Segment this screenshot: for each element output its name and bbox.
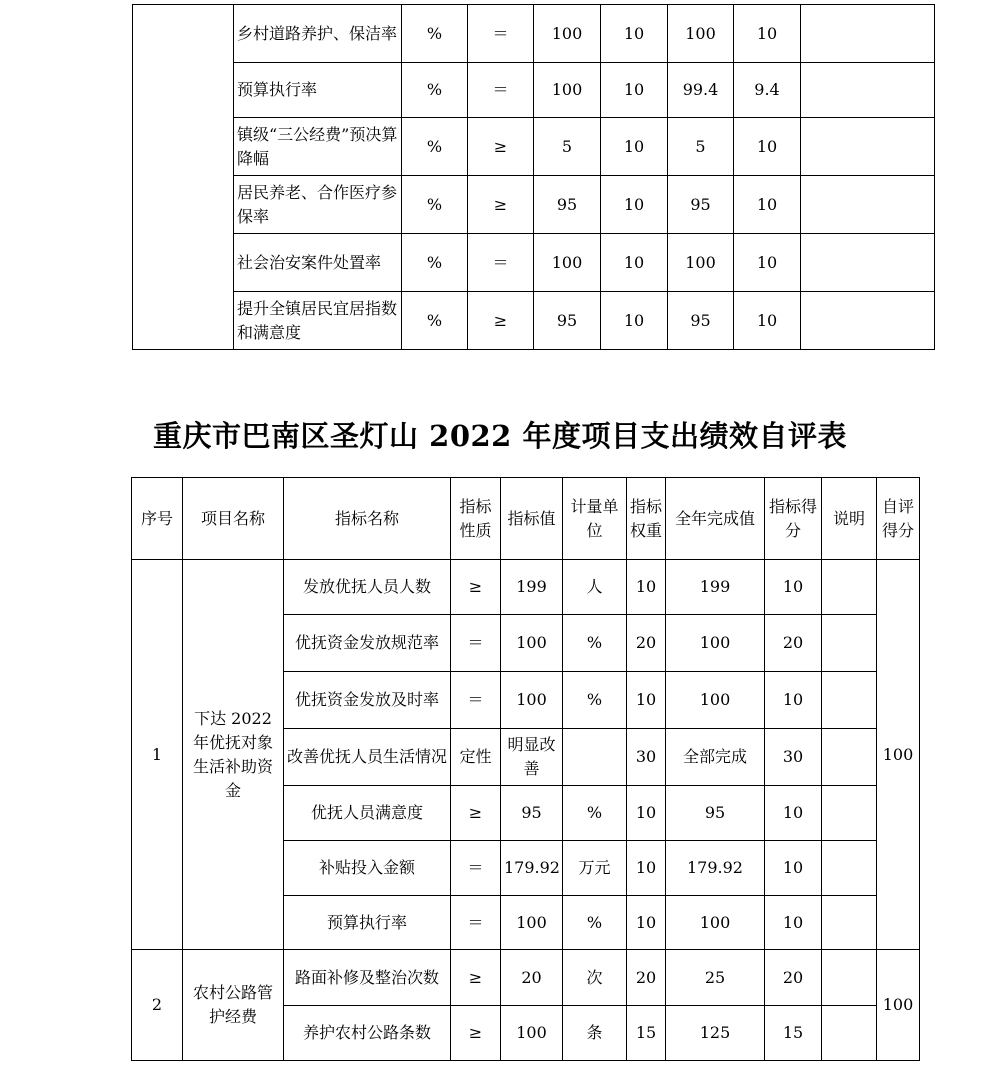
note-cell: [801, 176, 935, 234]
header-value: 指标值: [501, 478, 563, 560]
weight-cell: 10: [601, 292, 668, 350]
unit-cell: 万元: [563, 841, 627, 896]
nature-cell: ≥: [468, 292, 534, 350]
actual-cell: 全部完成: [666, 729, 765, 786]
unit-cell: 次: [563, 950, 627, 1006]
indicator-name: 补贴投入金额: [284, 841, 451, 896]
unit-cell: %: [402, 292, 468, 350]
actual-cell: 199: [666, 560, 765, 615]
header-score: 指标得分: [765, 478, 822, 560]
target-cell: 95: [534, 176, 601, 234]
value-cell: 100: [501, 896, 563, 950]
indicator-name: 居民养老、合作医疗参保率: [234, 176, 402, 234]
unit-cell: [563, 729, 627, 786]
weight-cell: 10: [627, 560, 666, 615]
seq-cell: 1: [132, 560, 183, 950]
note-cell: [822, 615, 877, 672]
score-cell: 9.4: [734, 63, 801, 118]
weight-cell: 10: [601, 5, 668, 63]
score-cell: 30: [765, 729, 822, 786]
score-cell: 15: [765, 1006, 822, 1061]
actual-cell: 100: [666, 615, 765, 672]
actual-cell: 100: [666, 672, 765, 729]
weight-cell: 10: [627, 672, 666, 729]
actual-cell: 95: [668, 176, 734, 234]
nature-cell: ≥: [451, 950, 501, 1006]
score-cell: 10: [765, 786, 822, 841]
note-cell: [822, 560, 877, 615]
value-cell: 20: [501, 950, 563, 1006]
unit-cell: %: [402, 176, 468, 234]
note-cell: [801, 63, 935, 118]
unit-cell: 条: [563, 1006, 627, 1061]
header-self-score: 自评得分: [877, 478, 920, 560]
nature-cell: 定性: [451, 729, 501, 786]
indicator-name: 社会治安案件处置率: [234, 234, 402, 292]
score-cell: 10: [734, 118, 801, 176]
value-cell: 199: [501, 560, 563, 615]
performance-table: [131, 477, 920, 1061]
unit-cell: %: [402, 5, 468, 63]
header-row: [132, 478, 920, 560]
indicator-name: 路面补修及整治次数: [284, 950, 451, 1006]
note-cell: [822, 729, 877, 786]
nature-cell: ＝: [451, 841, 501, 896]
table-row: [133, 118, 935, 176]
score-cell: 20: [765, 950, 822, 1006]
previous-table-continuation: [132, 4, 935, 350]
weight-cell: 10: [627, 841, 666, 896]
actual-cell: 95: [666, 786, 765, 841]
score-cell: 10: [734, 292, 801, 350]
blank-cell: [133, 5, 234, 350]
header-unit: 计量单位: [563, 478, 627, 560]
score-cell: 10: [765, 896, 822, 950]
nature-cell: ＝: [451, 896, 501, 950]
weight-cell: 10: [601, 63, 668, 118]
indicator-name: 镇级“三公经费”预决算降幅: [234, 118, 402, 176]
header-weight: 指标权重: [627, 478, 666, 560]
note-cell: [822, 786, 877, 841]
value-cell: 95: [501, 786, 563, 841]
self-score-cell: 100: [877, 950, 920, 1061]
weight-cell: 20: [627, 615, 666, 672]
target-cell: 100: [534, 5, 601, 63]
table-row: [133, 234, 935, 292]
actual-cell: 100: [666, 896, 765, 950]
value-cell: 100: [501, 672, 563, 729]
actual-cell: 25: [666, 950, 765, 1006]
project-name-cell: 农村公路管护经费: [183, 950, 284, 1061]
weight-cell: 20: [627, 950, 666, 1006]
score-cell: 10: [734, 5, 801, 63]
note-cell: [801, 118, 935, 176]
indicator-name: 预算执行率: [284, 896, 451, 950]
nature-cell: ＝: [468, 234, 534, 292]
weight-cell: 10: [601, 118, 668, 176]
note-cell: [801, 292, 935, 350]
table-row: [133, 5, 935, 63]
unit-cell: %: [563, 672, 627, 729]
unit-cell: %: [402, 234, 468, 292]
header-actual: 全年完成值: [666, 478, 765, 560]
unit-cell: %: [402, 118, 468, 176]
indicator-name: 改善优抚人员生活情况: [284, 729, 451, 786]
note-cell: [822, 841, 877, 896]
target-cell: 100: [534, 234, 601, 292]
note-cell: [822, 950, 877, 1006]
nature-cell: ＝: [451, 672, 501, 729]
table-row: [133, 176, 935, 234]
header-note: 说明: [822, 478, 877, 560]
weight-cell: 10: [627, 786, 666, 841]
unit-cell: %: [563, 786, 627, 841]
indicator-name: 养护农村公路条数: [284, 1006, 451, 1061]
indicator-name: 乡村道路养护、保洁率: [234, 5, 402, 63]
table-row: [132, 950, 920, 1006]
weight-cell: 10: [601, 176, 668, 234]
nature-cell: ≥: [451, 786, 501, 841]
unit-cell: %: [563, 896, 627, 950]
score-cell: 10: [765, 672, 822, 729]
self-score-cell: 100: [877, 560, 920, 950]
table-row: [133, 292, 935, 350]
indicator-name: 提升全镇居民宜居指数和满意度: [234, 292, 402, 350]
project-name-cell: 下达 2022 年优抚对象生活补助资金: [183, 560, 284, 950]
score-cell: 10: [765, 560, 822, 615]
note-cell: [801, 234, 935, 292]
value-cell: 100: [501, 615, 563, 672]
score-cell: 10: [765, 841, 822, 896]
value-cell: 100: [501, 1006, 563, 1061]
value-cell: 179.92: [501, 841, 563, 896]
target-cell: 100: [534, 63, 601, 118]
value-cell: 明显改善: [501, 729, 563, 786]
note-cell: [822, 896, 877, 950]
target-cell: 5: [534, 118, 601, 176]
target-cell: 95: [534, 292, 601, 350]
table-row: [132, 560, 920, 615]
table-row: [133, 63, 935, 118]
indicator-name: 预算执行率: [234, 63, 402, 118]
score-cell: 10: [734, 234, 801, 292]
indicator-name: 优抚资金发放规范率: [284, 615, 451, 672]
unit-cell: %: [402, 63, 468, 118]
actual-cell: 125: [666, 1006, 765, 1061]
unit-cell: %: [563, 615, 627, 672]
actual-cell: 99.4: [668, 63, 734, 118]
seq-cell: 2: [132, 950, 183, 1061]
actual-cell: 100: [668, 5, 734, 63]
weight-cell: 10: [627, 896, 666, 950]
weight-cell: 10: [601, 234, 668, 292]
header-indicator: 指标名称: [284, 478, 451, 560]
nature-cell: ≥: [451, 560, 501, 615]
nature-cell: ≥: [468, 176, 534, 234]
actual-cell: 95: [668, 292, 734, 350]
score-cell: 10: [734, 176, 801, 234]
page-title: 重庆市巴南区圣灯山 2022 年度项目支出绩效自评表: [153, 419, 847, 453]
actual-cell: 179.92: [666, 841, 765, 896]
indicator-name: 优抚人员满意度: [284, 786, 451, 841]
weight-cell: 30: [627, 729, 666, 786]
indicator-name: 发放优抚人员人数: [284, 560, 451, 615]
unit-cell: 人: [563, 560, 627, 615]
score-cell: 20: [765, 615, 822, 672]
actual-cell: 100: [668, 234, 734, 292]
header-seq: 序号: [132, 478, 183, 560]
note-cell: [822, 672, 877, 729]
previous-table-body: [133, 5, 935, 350]
note-cell: [822, 1006, 877, 1061]
indicator-name: 优抚资金发放及时率: [284, 672, 451, 729]
nature-cell: ≥: [451, 1006, 501, 1061]
nature-cell: ＝: [468, 63, 534, 118]
header-project: 项目名称: [183, 478, 284, 560]
weight-cell: 15: [627, 1006, 666, 1061]
nature-cell: ＝: [451, 615, 501, 672]
header-nature: 指标性质: [451, 478, 501, 560]
performance-table-body: [132, 560, 920, 1061]
nature-cell: ＝: [468, 5, 534, 63]
note-cell: [801, 5, 935, 63]
actual-cell: 5: [668, 118, 734, 176]
nature-cell: ≥: [468, 118, 534, 176]
